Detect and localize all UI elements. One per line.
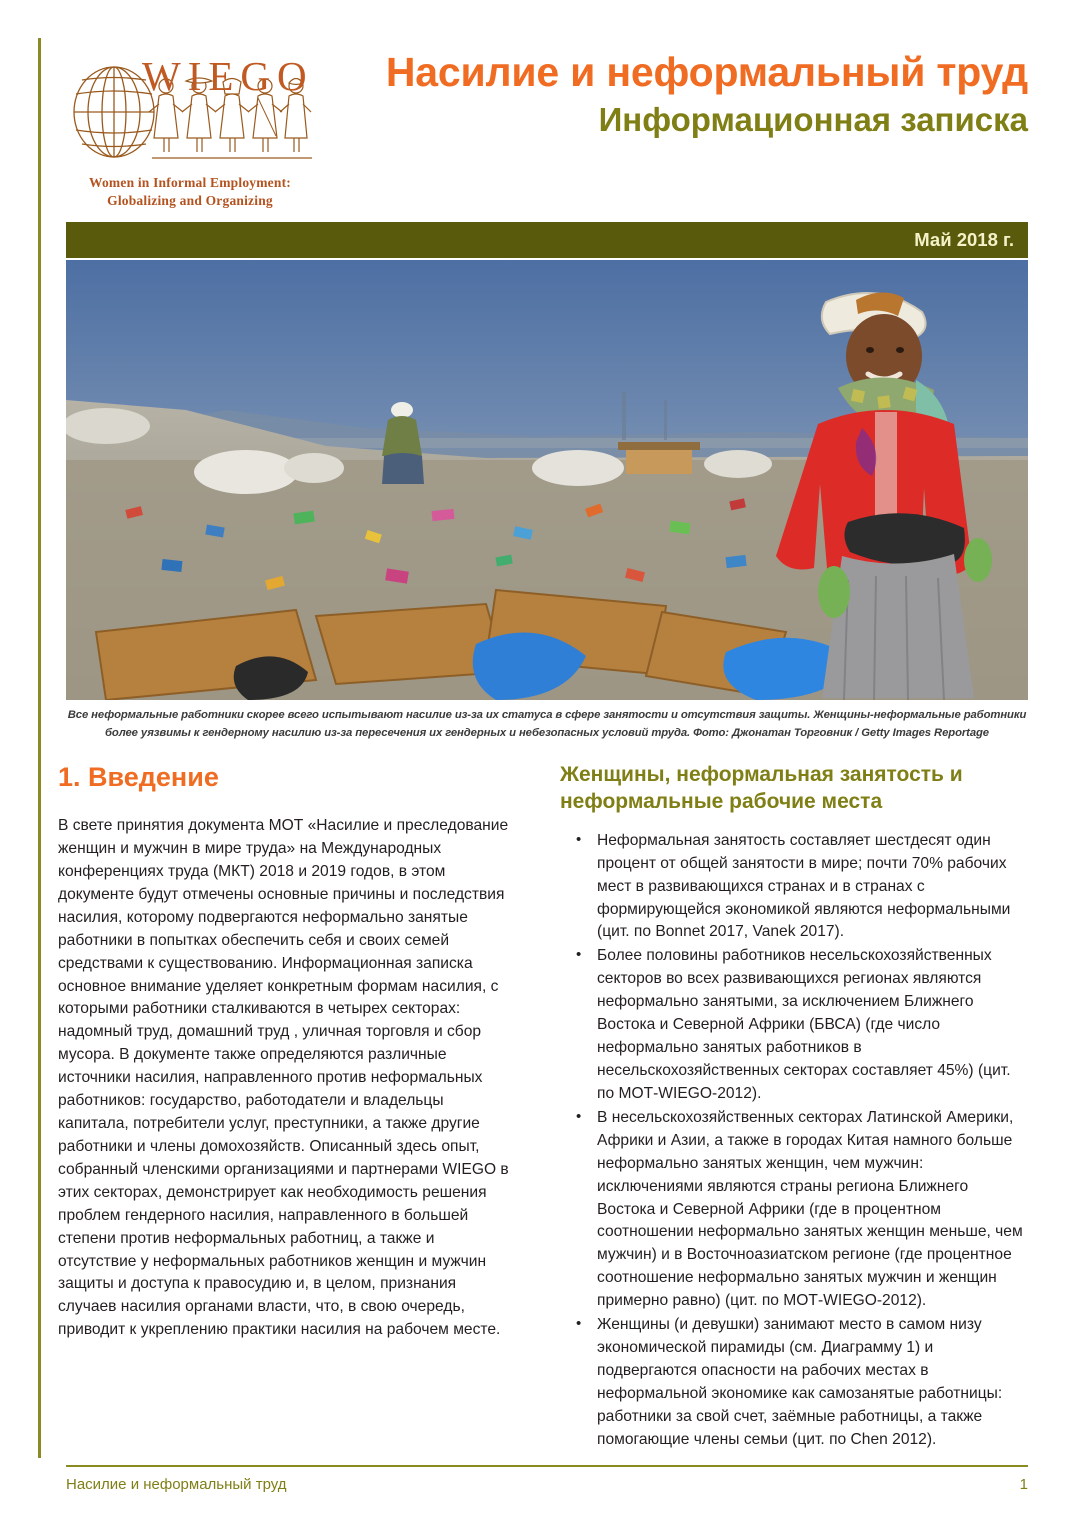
left-column — [58, 762, 516, 1453]
photo-caption: Все неформальные работники скорее всего испытывают насилие из-за их статуса в сфере занятости и отсутствия защиты. Женщины-неформальные работники более уязвимы к гендерному насилию из-за пересечения их гендерных и небезопасных условий труда. Фото: Джонатан Торговник / Getty Images Reportage — [67, 709, 1027, 740]
list-item: • Женщины (и девушки) занимают место в самом низу экономической пирамиды (см. Диаграмму 1) и подвергаются опасности на рабочих местах в неформальной экономике как самозанятые работницы: работники за свой счет, заёмные работницы, а также помогающие члены семьи (цит. по Chen 2012). — [560, 1314, 1030, 1452]
list-item: • В несельскохозяйственных секторах Латинской Америки, Африки и Азии, а также в городах Китая намного больше неформально занятых женщин, чем мужчин: исключениями являются страны региона Ближнего Востока и Северной Африки (где в процентном соотношении неформально занятых женщин меньше, чем мужчин) и в Восточноазиатском регионе (где процентное соотношение неформально занятых мужчин и женщин примерно равно) (цит. по МОТ-WIEGO-2012). — [560, 1107, 1030, 1313]
document-title: Насилие и неформальный труд — [385, 49, 1028, 95]
list-item: • Неформальная занятость составляет шестдесят один процент от общей занятости в мире; почти 70% рабочих мест в развивающихся странах и в странах с формирующейся экономикой являются неформальными (цит. по Bonnet 2017, Vanek 2017). — [560, 830, 1030, 945]
right-column — [560, 762, 1030, 1453]
cover-photo — [66, 260, 1028, 700]
date-bar — [66, 222, 1028, 258]
waste-picker-photograph — [66, 260, 1028, 700]
introduction-paragraph: В свете принятия документа МОТ «Насилие и преследование женщин и мужчин в мире труда» на Международных конференциях труда (МКТ) 2018 и 2019 годов, в этом документе будут отмечены основные причины и последствия насилия, которому подвергаются неформально занятые работники в попытках обеспечить себя и своих семей средствами к существованию. Информационная записка основное внимание уделяет конкретным формам насилия, с которыми работники сталкиваются в четырех секторах: надомный труд, домашний труд , уличная торговля и сбор мусора. В документе также определяются различные источники насилия, направленного против неформальных работников: государство, работодатели и владельцы капитала, потребители услуг, преступники, а также другие работники и члены домохозяйств. Описанный здесь опыт, собранный членскими организациями и партнерами WIEGO в этих секторах, демонстрирует как необходимость решения проблем гендерного насилия, направленного в большей степени против неформальных работниц, а также и отсутствие у неформальных работников женщин и мужчин защиты и доступа к правосудию и, в целом, признания случаев насилия органами власти, что, в свою очередь, приводит к укреплению практики насилия на рабочем месте. — [58, 817, 509, 1339]
wiego-wordmark: WIEGO — [142, 53, 314, 99]
footer-page-number: 1 — [1019, 1476, 1028, 1493]
wiego-logo-mark — [66, 50, 314, 170]
page-footer — [66, 1476, 1028, 1493]
women-informal-employment-heading: Женщины, неформальная занятость и неформальные рабочие места — [560, 763, 963, 813]
left-margin-rule — [38, 38, 41, 1458]
wiego-logo — [66, 44, 314, 210]
key-facts-list — [560, 830, 1030, 1452]
publication-date: Май 2018 г. — [914, 229, 1014, 250]
footer-rule — [66, 1465, 1028, 1467]
list-item: • Более половины работников несельскохозяйственных секторов во всех развивающихся регионах являются неформально занятыми, за исключением Ближнего Востока и Северной Африки (БВСА) (где число неформально занятых работников в несельскохозяйственных секторах составляет 45%) (цит. по МОТ-WIEGO-2012). — [560, 945, 1030, 1105]
title-block — [314, 44, 1028, 139]
wiego-tagline-line-1: Women in Informal Employment: — [89, 175, 291, 190]
wiego-tagline — [66, 174, 314, 210]
body-columns — [58, 762, 1033, 1453]
document-subtitle: Информационная записка — [598, 101, 1028, 139]
document-header — [66, 44, 1028, 210]
footer-title: Насилие и неформальный труд — [66, 1476, 287, 1493]
wiego-tagline-line-2: Globalizing and Organizing — [107, 193, 273, 209]
introduction-heading: 1. Введение — [58, 762, 219, 792]
